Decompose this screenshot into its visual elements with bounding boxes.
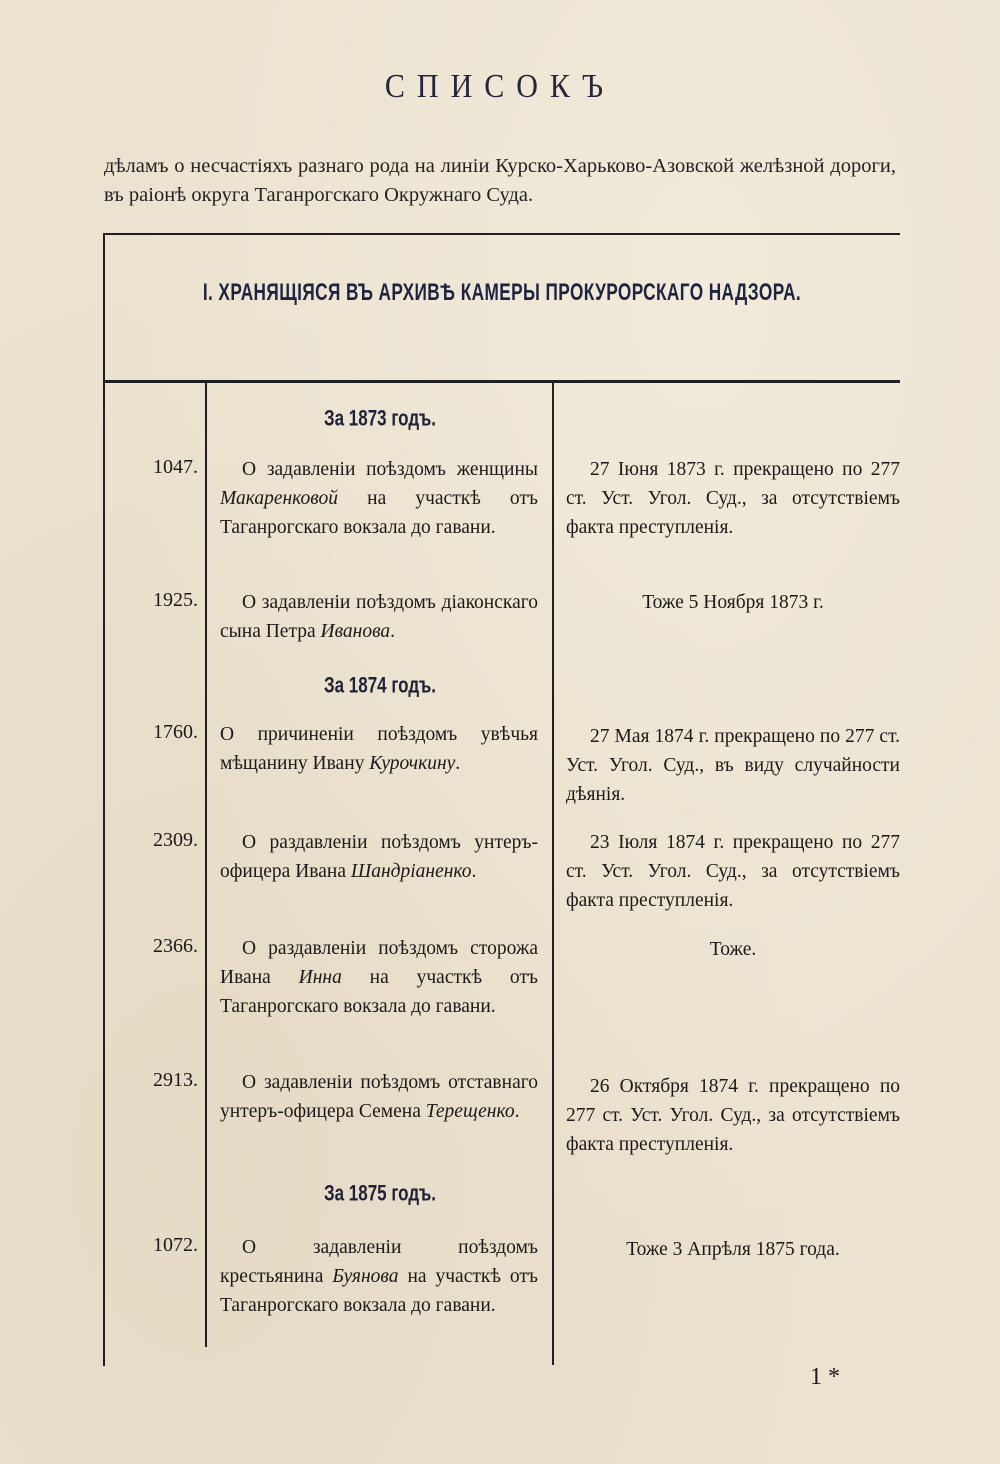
case-result: Тоже 5 Ноября 1873 г. [642,592,824,613]
case-description [220,1068,538,1126]
description-text: О раздавленіи поѣздомъ унтеръ-офицера Ивана [220,832,538,882]
page-subtitle: дѣламъ о несчастіяхъ разнаго рода на линіи Курско-Харьково-Азовской желѣзной дороги, въ раіонѣ округа Таганрогскаго Окружнаго Суда. [104,155,896,206]
case-result [566,828,900,915]
table-top-rule [104,233,900,235]
description-text-end: . [390,621,396,642]
table-left-border [103,233,105,1366]
person-name: Курочкину [369,753,456,774]
case-number: 1925. [153,589,198,611]
result-text: 26 Октября 1874 г. прекращено по 277 ст. Уст. Угол. Суд., за отсутствіемъ факта преступленія. [566,1076,900,1155]
result-text: 27 Іюня 1873 г. прекращено по 277 ст. Уст. Угол. Суд., за отсутствіемъ факта преступленія. [566,459,900,538]
case-number: 2309. [153,829,198,851]
case-number: 1760. [153,721,198,743]
description-text: О причиненіи поѣздомъ увѣчья мѣщанину Ивану [220,724,538,774]
case-number: 2366. [153,935,198,957]
description-text-end: . [514,1101,520,1122]
case-description [220,720,538,778]
result-text: 27 Мая 1874 г. прекращено по 277 ст. Уст. Угол. Суд., въ виду случайности дѣянія. [566,726,900,805]
column-divider-number [205,382,207,1347]
description-text-end: на участкѣ отъ Таганрогскаго вокзала до гавани. [220,1266,538,1316]
page-title: СПИСОКЪ [384,67,616,105]
column-divider-result [552,382,554,1365]
person-name: Шандріаненко [350,861,472,882]
description-text-end: . [471,861,477,882]
result-text: 23 Іюля 1874 г. прекращено по 277 ст. Уст. Угол. Суд., за отсутствіемъ факта преступленія. [566,832,900,911]
case-description [220,1233,538,1320]
person-name: Инна [298,967,342,988]
case-description [220,828,538,886]
description-text-end: . [455,753,461,774]
page-number: 1 * [810,1364,840,1390]
person-name: Иванова [320,621,391,642]
person-name: Буянова [332,1266,399,1287]
description-text: О раздавленіи поѣздомъ сторожа Ивана [220,938,538,988]
section-title: I. ХРАНЯЩІЯСЯ ВЪ АРХИВѢ КАМЕРЫ ПРОКУРОРСКАГО НАДЗОРА. [202,279,802,306]
case-number: 1072. [153,1234,198,1256]
case-result: Тоже. [709,939,757,960]
case-result [566,1072,900,1159]
year-heading-1874: За 1874 годъ. [323,673,437,699]
case-description [220,934,538,1021]
case-number: 1047. [153,456,198,478]
case-description [220,588,538,646]
case-number: 2913. [153,1069,198,1091]
year-heading-1875: За 1875 годъ. [323,1181,437,1207]
section-bottom-rule [104,380,900,383]
person-name: Терещенко [425,1101,515,1122]
description-text: О задавленіи поѣздомъ крестьянина [220,1237,538,1287]
case-result: Тоже 3 Апрѣля 1875 года. [626,1239,840,1260]
description-text: О задавленіи поѣздомъ женщины [242,459,538,480]
description-text-end: на участкѣ отъ Таганрогскаго вокзала до гавани. [220,967,539,1017]
description-text: О задавленіи поѣздомъ діаконскаго сына Петра [220,592,538,642]
description-text: О задавленіи поѣздомъ отставнаго унтеръ-офицера Семена [220,1072,538,1122]
case-description [220,455,538,542]
case-result [566,722,900,809]
case-result [566,455,900,542]
year-heading-1873: За 1873 годъ. [323,406,437,432]
description-text-end: на участкѣ отъ Таганрогскаго вокзала до гавани. [220,488,538,538]
person-name: Макаренковой [220,488,339,509]
